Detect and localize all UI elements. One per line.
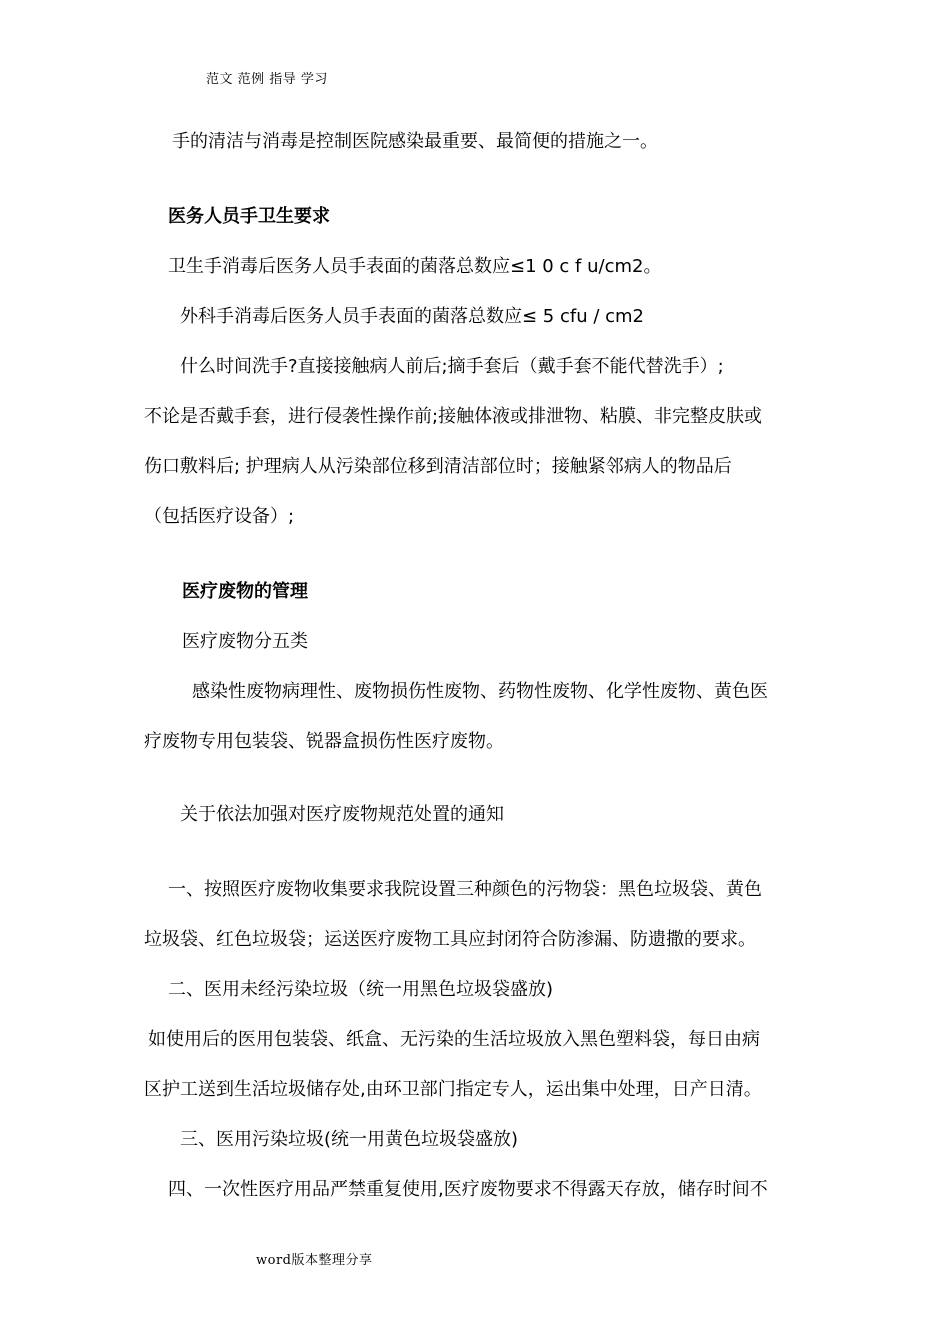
notice-item-2: 二、医用未经污染垃圾（统一用黑色垃圾袋盛放) xyxy=(168,979,554,1000)
waste-category-line: 感染性废物病理性、废物损伤性废物、药物性废物、化学性废物、黄色医 xyxy=(192,681,768,702)
page-footer: word版本整理分享 xyxy=(256,1253,373,1268)
notice-item-1: 一、按照医疗废物收集要求我院设置三种颜色的污物袋：黑色垃圾袋、黄色 xyxy=(168,879,762,900)
waste-category-line-2: 疗废物专用包装袋、锐器盒损伤性医疗废物。 xyxy=(144,731,504,752)
section-heading-hand-hygiene: 医务人员手卫生要求 xyxy=(168,206,330,227)
intro-paragraph: 手的清洁与消毒是控制医院感染最重要、最简便的措施之一。 xyxy=(172,131,658,152)
notice-title: 关于依法加强对医疗废物规范处置的通知 xyxy=(180,804,504,825)
waste-category-title: 医疗废物分五类 xyxy=(182,631,308,652)
surgical-hygiene-line: 外科手消毒后医务人员手表面的菌落总数应≤ 5 cfu / cm2 xyxy=(180,306,645,327)
notice-item-2-detail: 如使用后的医用包装袋、纸盒、无污染的生活垃圾放入黑色塑料袋，每日由病 xyxy=(148,1029,760,1050)
hygiene-requirement-line: 卫生手消毒后医务人员手表面的菌落总数应≤1 0 c f u/cm2。 xyxy=(168,256,662,277)
when-to-wash-line-2: 不论是否戴手套，进行侵袭性操作前;接触体液或排泄物、粘膜、非完整皮肤或 xyxy=(144,406,763,427)
section-heading-medical-waste: 医疗废物的管理 xyxy=(182,581,308,602)
notice-item-3: 三、医用污染垃圾(统一用黄色垃圾袋盛放) xyxy=(180,1129,519,1150)
when-to-wash-line-4: （包括医疗设备）; xyxy=(144,506,295,527)
when-to-wash-line-3: 伤口敷料后; 护理病人从污染部位移到清洁部位时；接触紧邻病人的物品后 xyxy=(144,456,732,477)
notice-item-1-cont: 垃圾袋、红色垃圾袋；运送医疗废物工具应封闭符合防渗漏、防遗撒的要求。 xyxy=(144,929,756,950)
notice-item-2-detail-cont: 区护工送到生活垃圾储存处,由环卫部门指定专人，运出集中处理，日产日清。 xyxy=(144,1079,762,1100)
notice-item-4: 四、一次性医疗用品严禁重复使用,医疗废物要求不得露天存放，储存时间不 xyxy=(168,1179,768,1200)
page-header: 范文 范例 指导 学习 xyxy=(206,72,328,87)
when-to-wash-line: 什么时间洗手?直接接触病人前后;摘手套后（戴手套不能代替洗手）; xyxy=(180,356,724,377)
